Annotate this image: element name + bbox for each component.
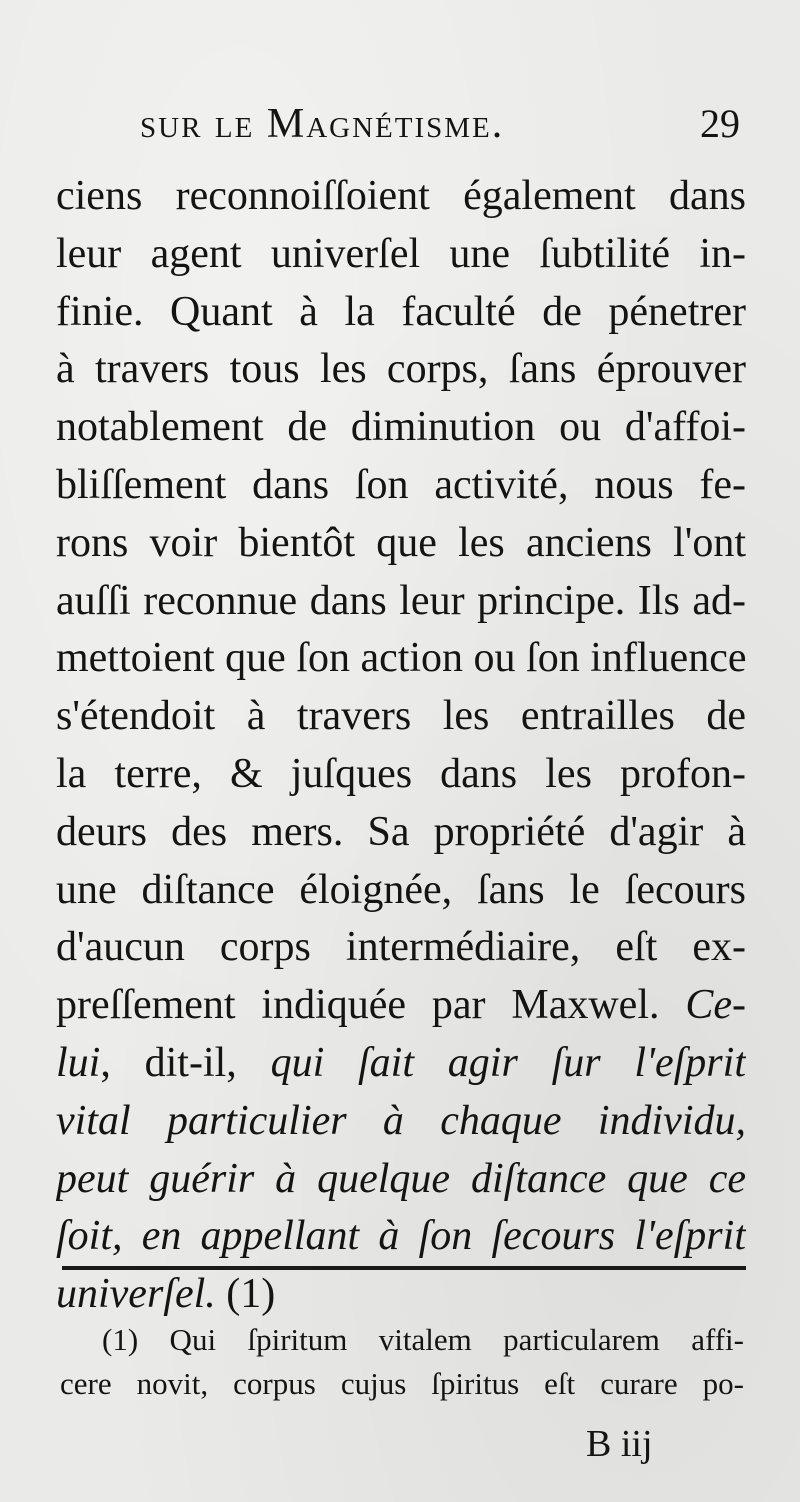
footnote-line: cere novit, corpus cujus ſpiritus eſt curare po- — [60, 1366, 744, 1401]
text-line: finie. Quant à la faculté de pénetrer — [56, 288, 746, 335]
footnote — [60, 1318, 744, 1406]
signature-mark: B iij — [586, 1423, 653, 1465]
text-line: s'étendoit à travers les entrailles de — [56, 693, 746, 740]
running-title: sur le Magnétisme. — [140, 101, 505, 147]
text-italic: qui ſait agir ſur l'eſprit — [270, 1039, 746, 1086]
text-line-italic: ſoit, en appellant à ſon ſecours l'eſprit — [56, 1213, 746, 1260]
text-line: bliſſement dans ſon activité, nous fe- — [56, 461, 746, 508]
text-line-italic: vital particulier à chaque individu, — [56, 1097, 746, 1144]
text-roman: , dit-il, — [100, 1039, 271, 1086]
text-italic: Ce- — [685, 982, 746, 1029]
footnote-reference: (1) — [215, 1271, 276, 1318]
text-line-mixed — [56, 977, 746, 1035]
text-line: la terre, & juſques dans les profon- — [56, 750, 746, 797]
text-roman: preſſement indiquée par Maxwel. — [56, 982, 686, 1029]
running-head — [140, 100, 740, 160]
text-line: notablement de diminution ou d'affoi- — [56, 404, 746, 451]
text-line: à travers tous les corps, ſans éprouver — [56, 346, 746, 393]
text-line: deurs des mers. Sa propriété d'agir à — [56, 808, 746, 855]
text-line-italic: peut guérir à quelque diſtance que ce — [56, 1155, 746, 1202]
footnote-line: (1) Qui ſpiritum vitalem particularem affi- — [102, 1322, 744, 1357]
text-italic: lui — [56, 1039, 101, 1086]
text-line-mixed — [56, 1035, 746, 1093]
page-number: 29 — [700, 101, 740, 146]
text-line: mettoient que ſon action ou ſon influence — [56, 635, 746, 682]
text-line: une diſtance éloignée, ſans le ſecours — [56, 866, 746, 913]
text-line: d'aucun corps intermédiaire, eſt ex- — [56, 924, 746, 971]
text-line-final — [56, 1266, 746, 1324]
text-line: auſſi reconnue dans leur principe. Ils ad- — [56, 577, 746, 624]
text-line: rons voir bientôt que les anciens l'ont — [56, 519, 746, 566]
text-line: leur agent univerſel une ſubtilité in- — [56, 230, 746, 277]
text-line: ciens reconnoiſſoient également dans — [56, 173, 746, 219]
text-italic: univerſel. — [56, 1271, 216, 1318]
footnote-divider — [62, 1266, 746, 1270]
body-text — [56, 168, 746, 1324]
